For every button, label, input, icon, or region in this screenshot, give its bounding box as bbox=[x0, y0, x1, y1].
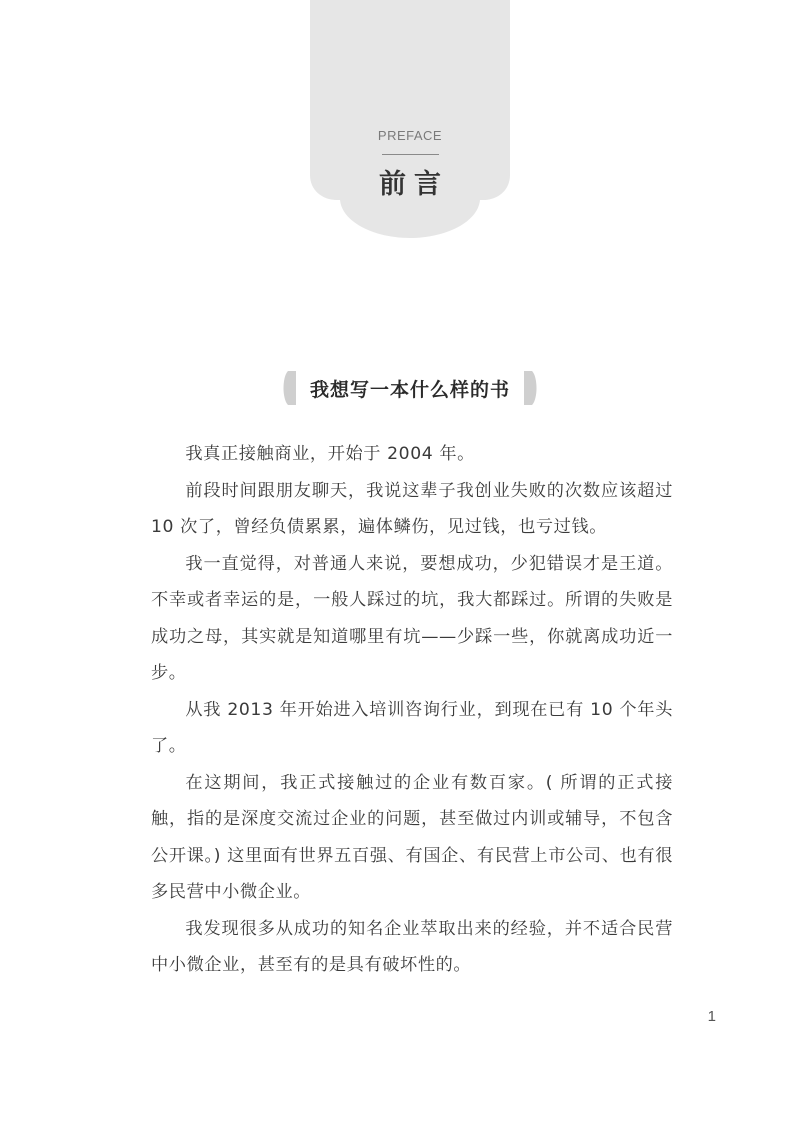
paragraph: 我一直觉得，对普通人来说，要想成功，少犯错误才是王道。不幸或者幸运的是，一般人踩过的坑，我大都踩过。所谓的失败是成功之母，其实就是知道哪里有坑——少踩一些，你就离成功近一步。 bbox=[151, 553, 673, 683]
preface-divider bbox=[382, 154, 439, 155]
paragraph: 在这期间，我正式接触过的企业有数百家。( 所谓的正式接触，指的是深度交流过企业的问题，甚至做过内训或辅导，不包含公开课。) 这里面有世界五百强、有国企、有民营上市公司、也有很多民营中小微企业。 bbox=[151, 772, 673, 902]
preface-label: PREFACE bbox=[377, 128, 443, 143]
paragraph: 从我 2013 年开始进入培训咨询行业，到现在已有 10 个年头了。 bbox=[151, 699, 673, 756]
page-title: 前言 bbox=[379, 169, 449, 200]
header-banner-shape bbox=[0, 0, 800, 250]
paragraph: 我发现很多从成功的知名企业萃取出来的经验，并不适合民营中小微企业，甚至有的是具有破坏性的。 bbox=[151, 918, 673, 975]
paragraph: 我真正接触商业，开始于 2004 年。 bbox=[185, 444, 475, 464]
section-heading-block bbox=[280, 369, 540, 407]
header-banner bbox=[0, 0, 800, 250]
section-heading: 我想写一本什么样的书 bbox=[309, 379, 510, 401]
paragraph: 前段时间跟朋友聊天，我说这辈子我创业失败的次数应该超过 10 次了，曾经负债累累，遍体鳞伤，见过钱，也亏过钱。 bbox=[151, 480, 673, 537]
page-number: 1 bbox=[707, 1008, 716, 1025]
body-text bbox=[151, 436, 673, 984]
